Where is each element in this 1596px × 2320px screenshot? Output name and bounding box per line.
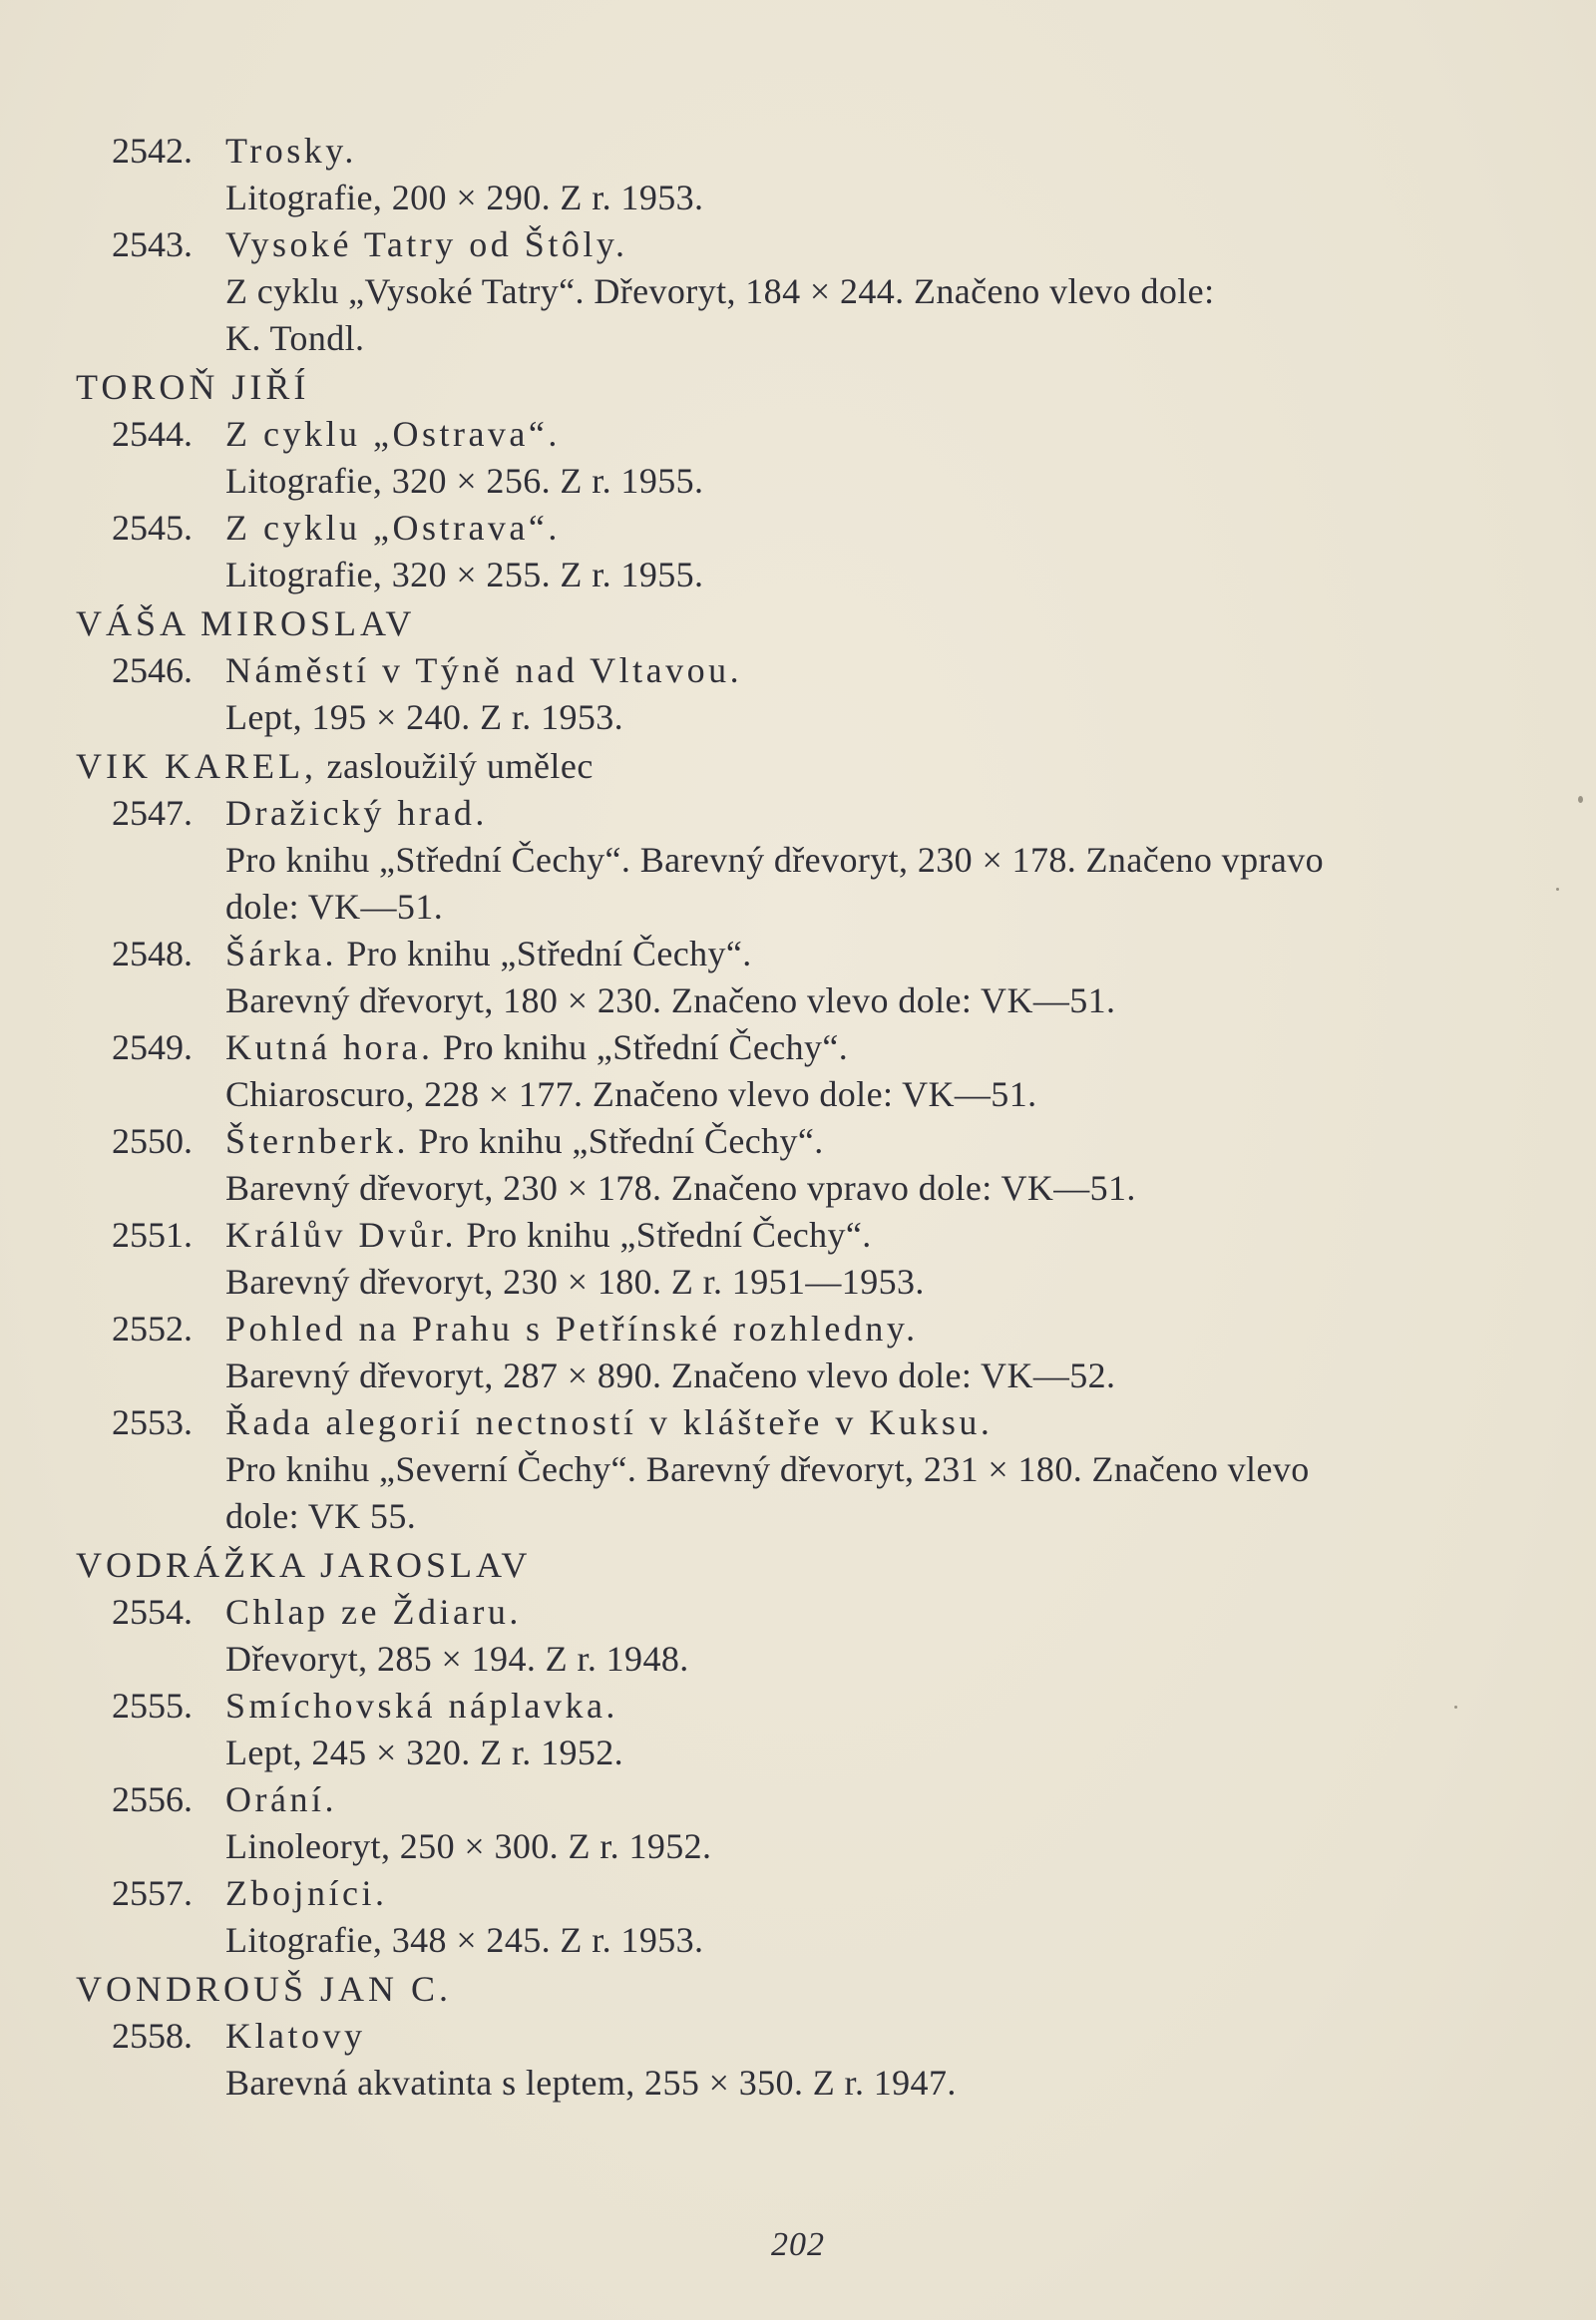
entry-detail: Chiaroscuro, 228 × 177. Značeno vlevo dole: VK—51. bbox=[225, 1074, 1037, 1114]
entry-detail: K. Tondl. bbox=[225, 318, 365, 358]
entry-detail: Litografie, 320 × 256. Z r. 1955. bbox=[225, 461, 704, 501]
entry-title: Chlap ze Ždiaru. bbox=[225, 1592, 522, 1632]
entry-number: 2543. bbox=[112, 224, 193, 264]
catalog-entry bbox=[72, 221, 1508, 268]
paper-speck bbox=[1556, 888, 1559, 891]
catalog-entry bbox=[72, 411, 1508, 458]
entry-title: Smíchovská náplavka. bbox=[225, 1686, 618, 1726]
entry-note: Pro knihu „Střední Čechy“. bbox=[408, 1121, 824, 1161]
entry-title: Kutná hora. bbox=[225, 1027, 434, 1067]
page-number: 202 bbox=[771, 2226, 825, 2263]
entry-title: Řada alegorií nectností v klášteře v Kuksu. bbox=[225, 1402, 994, 1442]
catalog-entry bbox=[72, 1870, 1508, 1917]
author-name: TOROŇ JIŘÍ bbox=[76, 367, 310, 407]
entry-number: 2553. bbox=[112, 1402, 193, 1442]
entry-number: 2550. bbox=[112, 1121, 193, 1161]
entry-number: 2555. bbox=[112, 1686, 193, 1726]
author-heading bbox=[72, 1966, 1508, 2013]
entry-number: 2545. bbox=[112, 508, 193, 548]
author-heading bbox=[72, 743, 1508, 790]
entry-number: 2556. bbox=[112, 1779, 193, 1819]
catalog-entry bbox=[72, 931, 1508, 977]
entry-title: Z cyklu „Ostrava“. bbox=[225, 414, 561, 454]
entry-title: Trosky. bbox=[225, 131, 357, 171]
entry-note: Pro knihu „Střední Čechy“. bbox=[433, 1027, 849, 1067]
entry-detail: Barevný dřevoryt, 230 × 178. Značeno vpravo dole: VK—51. bbox=[225, 1168, 1136, 1208]
catalog-entry bbox=[72, 128, 1508, 175]
catalog-entry bbox=[72, 1399, 1508, 1446]
entry-number: 2548. bbox=[112, 934, 193, 973]
entry-detail: Pro knihu „Střední Čechy“. Barevný dřevoryt, 230 × 178. Značeno vpravo bbox=[225, 840, 1325, 880]
entry-detail: Litografie, 320 × 255. Z r. 1955. bbox=[225, 555, 704, 594]
entry-title: Z cyklu „Ostrava“. bbox=[225, 508, 561, 548]
catalog-entry bbox=[72, 1306, 1508, 1353]
paper-speck bbox=[1578, 796, 1583, 803]
entry-detail: dole: VK 55. bbox=[225, 1496, 417, 1536]
author-name: VONDROUŠ JAN C. bbox=[76, 1969, 453, 2009]
author-name: VIK KAREL, bbox=[76, 746, 317, 786]
author-heading bbox=[72, 600, 1508, 647]
entry-number: 2542. bbox=[112, 131, 193, 171]
entry-detail: Lept, 195 × 240. Z r. 1953. bbox=[225, 697, 624, 737]
entry-note: Pro knihu „Střední Čechy“. bbox=[456, 1215, 872, 1255]
entry-title: Náměstí v Týně nad Vltavou. bbox=[225, 650, 743, 690]
catalog-entry bbox=[72, 790, 1508, 837]
author-heading bbox=[72, 1542, 1508, 1589]
catalog-entry bbox=[72, 1212, 1508, 1259]
entry-detail: Barevný dřevoryt, 287 × 890. Značeno vlevo dole: VK—52. bbox=[225, 1355, 1116, 1395]
entry-number: 2551. bbox=[112, 1215, 193, 1255]
entry-detail: Lept, 245 × 320. Z r. 1952. bbox=[225, 1733, 624, 1772]
entry-number: 2558. bbox=[112, 2016, 193, 2056]
catalog-listing bbox=[72, 128, 1508, 2107]
entry-detail: Barevný dřevoryt, 180 × 230. Značeno vlevo dole: VK—51. bbox=[225, 980, 1116, 1020]
catalog-entry bbox=[72, 1024, 1508, 1071]
catalog-entry bbox=[72, 647, 1508, 694]
entry-note: Pro knihu „Střední Čechy“. bbox=[336, 934, 752, 973]
entry-detail: Barevný dřevoryt, 230 × 180. Z r. 1951—1953. bbox=[225, 1262, 925, 1302]
entry-number: 2546. bbox=[112, 650, 193, 690]
entry-detail: Barevná akvatinta s leptem, 255 × 350. Z r. 1947. bbox=[225, 2063, 957, 2103]
entry-title: Orání. bbox=[225, 1779, 337, 1819]
entry-detail: Dřevoryt, 285 × 194. Z r. 1948. bbox=[225, 1639, 689, 1679]
entry-title: Zbojníci. bbox=[225, 1873, 388, 1913]
entry-title: Vysoké Tatry od Štôly. bbox=[225, 224, 628, 264]
author-name: VÁŠA MIROSLAV bbox=[76, 603, 416, 643]
entry-number: 2547. bbox=[112, 793, 193, 833]
entry-detail: Z cyklu „Vysoké Tatry“. Dřevoryt, 184 × 244. Značeno vlevo dole: bbox=[225, 271, 1215, 311]
catalog-entry bbox=[72, 1776, 1508, 1823]
entry-number: 2552. bbox=[112, 1309, 193, 1349]
entry-title: Dražický hrad. bbox=[225, 793, 488, 833]
author-heading bbox=[72, 364, 1508, 411]
entry-number: 2557. bbox=[112, 1873, 193, 1913]
author-name: VODRÁŽKA JAROSLAV bbox=[76, 1545, 532, 1585]
entry-detail: Linoleoryt, 250 × 300. Z r. 1952. bbox=[225, 1826, 712, 1866]
entry-number: 2554. bbox=[112, 1592, 193, 1632]
entry-title: Králův Dvůr. bbox=[225, 1215, 457, 1255]
catalog-entry bbox=[72, 505, 1508, 552]
entry-detail: Litografie, 348 × 245. Z r. 1953. bbox=[225, 1920, 704, 1960]
entry-detail: Pro knihu „Severní Čechy“. Barevný dřevoryt, 231 × 180. Značeno vlevo bbox=[225, 1449, 1310, 1489]
entry-detail: dole: VK—51. bbox=[225, 887, 444, 927]
catalog-entry bbox=[72, 1589, 1508, 1636]
entry-detail: Litografie, 200 × 290. Z r. 1953. bbox=[225, 178, 704, 217]
entry-title: Šárka. bbox=[225, 934, 337, 973]
catalog-entry bbox=[72, 1118, 1508, 1165]
catalog-entry bbox=[72, 1683, 1508, 1730]
entry-title: Pohled na Prahu s Petřínské rozhledny. bbox=[225, 1309, 919, 1349]
entry-title: Šternberk. bbox=[225, 1121, 409, 1161]
entry-title: Klatovy bbox=[225, 2016, 366, 2056]
paper-speck bbox=[1454, 1706, 1457, 1709]
entry-number: 2549. bbox=[112, 1027, 193, 1067]
entry-number: 2544. bbox=[112, 414, 193, 454]
author-title: zasloužilý umělec bbox=[316, 746, 594, 786]
catalog-entry bbox=[72, 2013, 1508, 2060]
